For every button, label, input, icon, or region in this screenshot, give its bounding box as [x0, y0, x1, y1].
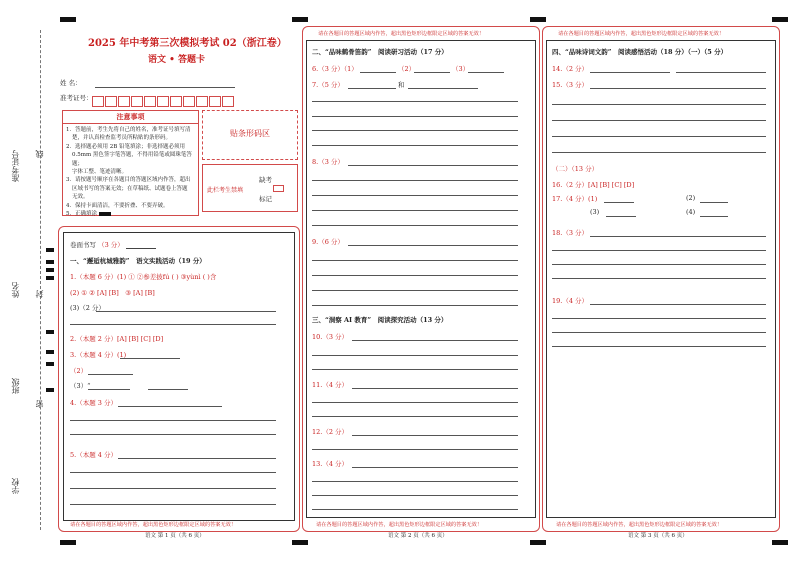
notice-box	[62, 110, 199, 216]
q17-2-text: (2)	[686, 194, 696, 202]
answer-line[interactable]	[360, 72, 396, 73]
notice-items	[63, 124, 198, 220]
handwriting-blank[interactable]	[126, 248, 156, 249]
answer-line[interactable]	[70, 420, 276, 421]
section-4-title: 四、“品味诗词文韵” 阅读感悟活动（18 分）（一）（5 分）	[552, 48, 728, 56]
answer-line[interactable]	[312, 145, 518, 146]
notice-line: 0.5mm 黑色签字笔答题，不得用铅笔或圆珠笔答题；	[72, 152, 192, 167]
answer-line[interactable]	[70, 324, 276, 325]
position-mark	[46, 268, 54, 272]
filled-sample	[99, 212, 111, 216]
q1-text: 1.（本题 6 分）(1) ① ②参差披fú ( ) ③yùnì ( )含	[70, 273, 217, 281]
position-mark	[46, 260, 54, 264]
notice-line: 1．答题前，考生先将自己的姓名，准考证号填写清	[66, 127, 191, 133]
handwriting-label: 卷面书写	[70, 241, 96, 249]
absent-checkbox[interactable]	[273, 185, 284, 192]
answer-line[interactable]	[590, 88, 766, 89]
position-mark	[46, 362, 54, 366]
answer-line[interactable]	[312, 509, 518, 510]
notice-line: 区域书写的答案无效；在草稿纸、试题卷上答题	[72, 185, 188, 192]
q3-2-text: （2）	[70, 367, 88, 375]
q17-text: 17.（4 分）(1)	[552, 195, 598, 203]
answer-box-2	[306, 40, 536, 518]
name-label: 姓 名：	[60, 79, 82, 87]
answer-line[interactable]	[552, 120, 766, 121]
answer-line[interactable]	[352, 340, 518, 341]
side-name: 姓名	[11, 282, 20, 298]
notice-title: 注意事项	[63, 111, 198, 124]
binding-line	[40, 30, 41, 530]
answer-line[interactable]	[408, 88, 478, 89]
answer-line[interactable]	[414, 72, 450, 73]
section-2-title: 二、“品味鹤骨笛韵” 阅读研习活动（17 分）	[312, 48, 448, 56]
answer-line[interactable]	[552, 346, 766, 347]
page-footer-2: 语文 第 2 页（共 6 页）	[388, 533, 448, 539]
position-mark	[772, 17, 788, 22]
warning-bottom-3: 请在各题目的答题区域内作答，超出黑色矩形边框限定区域的答案无效！	[556, 522, 723, 528]
answer-line[interactable]	[348, 88, 396, 89]
absent-area	[202, 164, 298, 212]
position-mark	[46, 350, 54, 354]
position-mark	[60, 17, 76, 22]
answer-line[interactable]	[118, 458, 276, 459]
q6-3-text: （3）	[452, 65, 470, 73]
answer-line[interactable]	[552, 152, 766, 153]
barcode-area	[202, 110, 298, 160]
answer-line[interactable]	[552, 264, 766, 265]
position-mark	[46, 330, 54, 334]
side-feng: 封	[35, 290, 44, 298]
answer-line[interactable]	[70, 488, 276, 489]
position-mark	[772, 540, 788, 545]
q3-text: 3.（本题 4 分）(1)	[70, 351, 127, 359]
mark-label: 标记	[259, 195, 272, 203]
answer-line[interactable]	[348, 245, 518, 246]
answer-line[interactable]	[700, 216, 728, 217]
handwriting-score: （3 分）	[98, 241, 124, 249]
side-class: 班级	[11, 378, 20, 394]
answer-line[interactable]	[312, 275, 518, 276]
answer-line[interactable]	[312, 305, 518, 306]
page-footer-3: 语文 第 3 页（共 6 页）	[628, 533, 688, 539]
warning-bottom-1: 请在各题目的答题区域内作答，超出黑色矩形边框限定区域的答案无效！	[70, 522, 237, 528]
answer-line[interactable]	[352, 435, 518, 436]
q17-3-text: (3)	[590, 208, 600, 216]
position-mark	[46, 388, 54, 392]
sub-section-2: （二）（13 分）	[552, 165, 599, 173]
q18-text: 18.（3 分）	[552, 229, 589, 237]
answer-line[interactable]	[552, 136, 766, 137]
answer-line[interactable]	[312, 290, 518, 291]
notice-line: 3．请按题号顺序在各题目的答题区域内作答，超出	[66, 177, 191, 184]
answer-line[interactable]	[70, 472, 276, 473]
q7-text: 7.（5 分）	[312, 81, 344, 89]
answer-line[interactable]	[312, 449, 518, 450]
q4-text: 4.（本题 3 分）	[70, 399, 117, 407]
notice-line: 楚，并认真检查监考员所粘贴的条形码。	[72, 135, 172, 142]
position-mark	[530, 17, 546, 22]
answer-line[interactable]	[312, 195, 518, 196]
handwriting-row	[70, 240, 156, 249]
position-mark	[46, 276, 54, 280]
q11-text: 11.（4 分）	[312, 381, 349, 389]
q17-4-text: (4)	[686, 208, 696, 216]
answer-line[interactable]	[590, 304, 766, 305]
answer-line[interactable]	[700, 202, 728, 203]
section-3-title: 三、“洞察 AI 教育” 阅读探究活动（13 分）	[312, 316, 448, 324]
answer-line[interactable]	[590, 72, 670, 73]
answer-line[interactable]	[352, 467, 518, 468]
q6-text: 6.（3 分）（1）	[312, 65, 358, 73]
answer-line[interactable]	[604, 202, 634, 203]
section-1-title: 一、“邂逅杭城雅韵” 语文实践活动（19 分）	[70, 257, 206, 265]
answer-line[interactable]	[70, 434, 276, 435]
answer-line[interactable]	[676, 72, 766, 73]
warning-top-3: 请在各题目的答题区域内作答，超出黑色矩形边框限定区域的答案无效！	[558, 31, 725, 37]
q16-text: 16.（2 分）[A] [B] [C] [D]	[552, 181, 635, 189]
notice-line: 4．保持卡面清洁，不要折叠、不要弄破。	[66, 202, 169, 209]
answer-box-3	[546, 40, 776, 518]
name-field[interactable]	[95, 87, 235, 88]
side-school: 学校	[11, 478, 20, 494]
answer-line[interactable]	[88, 389, 130, 390]
q7-and: 和	[398, 81, 405, 89]
position-mark	[60, 540, 76, 545]
q1-2-text: (2) ① ② [A] [B] ③ [A] [B]	[70, 289, 155, 297]
answer-line[interactable]	[552, 250, 766, 251]
position-mark	[46, 248, 54, 252]
answer-line[interactable]	[70, 504, 276, 505]
side-exam-no: 准考证号	[11, 150, 20, 182]
answer-line[interactable]	[312, 116, 518, 117]
answer-line[interactable]	[312, 180, 518, 181]
answer-line[interactable]	[312, 210, 518, 211]
position-mark	[530, 540, 546, 545]
q3-3-text: （3）“	[70, 382, 91, 390]
answer-line[interactable]	[606, 216, 636, 217]
answer-line[interactable]	[468, 72, 504, 73]
answer-line[interactable]	[312, 130, 518, 131]
notice-line: 无效。	[72, 194, 89, 201]
position-mark	[292, 17, 308, 22]
answer-line[interactable]	[312, 369, 518, 370]
answer-line[interactable]	[118, 406, 222, 407]
warning-bottom-2: 请在各题目的答题区域内作答，超出黑色矩形边框限定区域的答案无效！	[316, 522, 483, 528]
q5-text: 5.（本题 4 分）	[70, 451, 117, 459]
answer-line[interactable]	[312, 402, 518, 403]
answer-line[interactable]	[312, 416, 518, 417]
exam-no-cells[interactable]	[92, 91, 235, 110]
answer-line[interactable]	[148, 389, 188, 390]
side-mi: 密	[35, 400, 44, 408]
answer-line[interactable]	[552, 318, 766, 319]
answer-line[interactable]	[552, 104, 766, 105]
q19-text: 19.（4 分）	[552, 297, 589, 305]
q15-text: 15.（3 分）	[552, 81, 589, 89]
answer-line[interactable]	[348, 165, 518, 166]
forbidden-label: 此栏考生禁填	[207, 187, 244, 194]
q9-text: 9.（6 分）	[312, 238, 344, 246]
answer-line[interactable]	[312, 101, 518, 102]
page-title: 2025 年中考第三次模拟考试 02（浙江卷）	[88, 38, 287, 49]
side-xian: 线	[35, 150, 44, 158]
answer-line[interactable]	[312, 495, 518, 496]
q12-text: 12.（2 分）	[312, 428, 349, 436]
answer-line[interactable]	[120, 358, 180, 359]
answer-line[interactable]	[96, 311, 276, 312]
q10-text: 10.（3 分）	[312, 333, 349, 341]
absent-label: 缺考	[259, 176, 272, 184]
answer-line[interactable]	[312, 481, 518, 482]
position-mark	[292, 540, 308, 545]
answer-line[interactable]	[552, 332, 766, 333]
q1-3-text: (3)（2 分）	[70, 304, 105, 312]
q6-2-text: （2）	[398, 65, 416, 73]
answer-line[interactable]	[590, 236, 766, 237]
page-subtitle: 语文 • 答题卡	[148, 55, 206, 65]
notice-line: 5．正确填涂	[66, 211, 97, 218]
answer-line[interactable]	[88, 374, 133, 375]
warning-top-2: 请在各题目的答题区域内作答，超出黑色矩形边框限定区域的答案无效！	[318, 31, 485, 37]
q13-text: 13.（4 分）	[312, 460, 349, 468]
q8-text: 8.（3 分）	[312, 158, 344, 166]
page-footer-1: 语文 第 1 页（共 6 页）	[145, 533, 205, 539]
q14-text: 14.（2 分）	[552, 65, 589, 73]
answer-line[interactable]	[352, 388, 518, 389]
answer-line[interactable]	[312, 260, 518, 261]
answer-line[interactable]	[312, 355, 518, 356]
answer-line[interactable]	[552, 278, 766, 279]
answer-line[interactable]	[312, 225, 518, 226]
notice-line: 2．选择题必须用 2B 铅笔填涂；非选择题必须用	[66, 143, 186, 150]
barcode-label: 贴条形码区	[230, 129, 270, 138]
exam-no-label: 准考证号：	[60, 94, 93, 102]
q2-text: 2.（本题 2 分）[A] [B] [C] [D]	[70, 335, 164, 343]
notice-line: 字体工整、笔迹清晰。	[72, 169, 128, 176]
